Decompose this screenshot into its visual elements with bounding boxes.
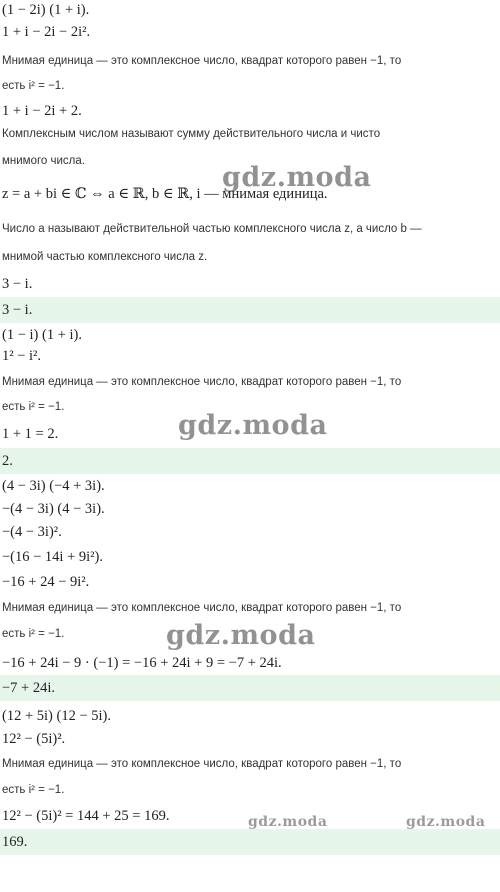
answer-line: 169. bbox=[0, 829, 500, 855]
watermark-logo: gdz.moda bbox=[178, 410, 328, 441]
watermark-logo: gdz.moda bbox=[166, 620, 316, 651]
explanation-line: Мнимая единица — это комплексное число, квадрат которого равен −1, то bbox=[2, 602, 402, 614]
math-line: z = a + bi ∈ ℂ ⇔ a ∈ ℝ, b ∈ ℝ, i — мнимая единица. bbox=[2, 186, 328, 202]
explanation-line: есть i² = −1. bbox=[2, 80, 65, 92]
math-line: (1 − i) (1 + i). bbox=[2, 327, 82, 343]
math-line: (4 − 3i) (−4 + 3i). bbox=[2, 478, 105, 494]
math-line: 1 + i − 2i − 2i². bbox=[2, 24, 91, 40]
explanation-line: Число a называют действительной частью комплексного числа z, а число b — bbox=[2, 223, 422, 235]
math-line: 12² − (5i)². bbox=[2, 731, 66, 747]
explanation-line: Мнимая единица — это комплексное число, квадрат которого равен −1, то bbox=[2, 55, 402, 67]
answer-line: −7 + 24i. bbox=[0, 675, 500, 701]
watermark-logo: gdz.moda bbox=[222, 162, 372, 193]
watermark-logo: gdz.moda bbox=[406, 814, 486, 830]
explanation-line: есть i² = −1. bbox=[2, 784, 65, 796]
math-line: 12² − (5i)² = 144 + 25 = 169. bbox=[2, 808, 170, 824]
explanation-line: Мнимая единица — это комплексное число, квадрат которого равен −1, то bbox=[2, 376, 402, 388]
math-line: 1 + i − 2i + 2. bbox=[2, 103, 82, 119]
math-line: 1² − i². bbox=[2, 348, 42, 364]
math-line: −(4 − 3i) (4 − 3i). bbox=[2, 501, 105, 517]
watermark-logo: gdz.moda bbox=[248, 814, 328, 830]
explanation-line: есть i² = −1. bbox=[2, 628, 65, 640]
answer-line: 2. bbox=[0, 448, 500, 474]
math-line: (1 − 2i) (1 + i). bbox=[2, 2, 90, 18]
answer-line: 3 − i. bbox=[0, 297, 500, 323]
math-line: −16 + 24 − 9i². bbox=[2, 574, 90, 590]
math-line: −(16 − 14i + 9i²). bbox=[2, 549, 103, 565]
math-line: (12 + 5i) (12 − 5i). bbox=[2, 708, 111, 724]
math-line: −(4 − 3i)². bbox=[2, 524, 62, 540]
explanation-line: мнимой частью комплексного числа z. bbox=[2, 251, 208, 263]
math-line: 3 − i. bbox=[2, 276, 33, 292]
explanation-line: Комплексным числом называют сумму действительного числа и чисто bbox=[2, 128, 381, 140]
math-line: −16 + 24i − 9 · (−1) = −16 + 24i + 9 = −7 + 24i. bbox=[2, 655, 282, 671]
explanation-line: Мнимая единица — это комплексное число, квадрат которого равен −1, то bbox=[2, 758, 402, 770]
math-line: 1 + 1 = 2. bbox=[2, 426, 59, 442]
explanation-line: есть i² = −1. bbox=[2, 401, 65, 413]
explanation-line: мнимого числа. bbox=[2, 155, 85, 167]
